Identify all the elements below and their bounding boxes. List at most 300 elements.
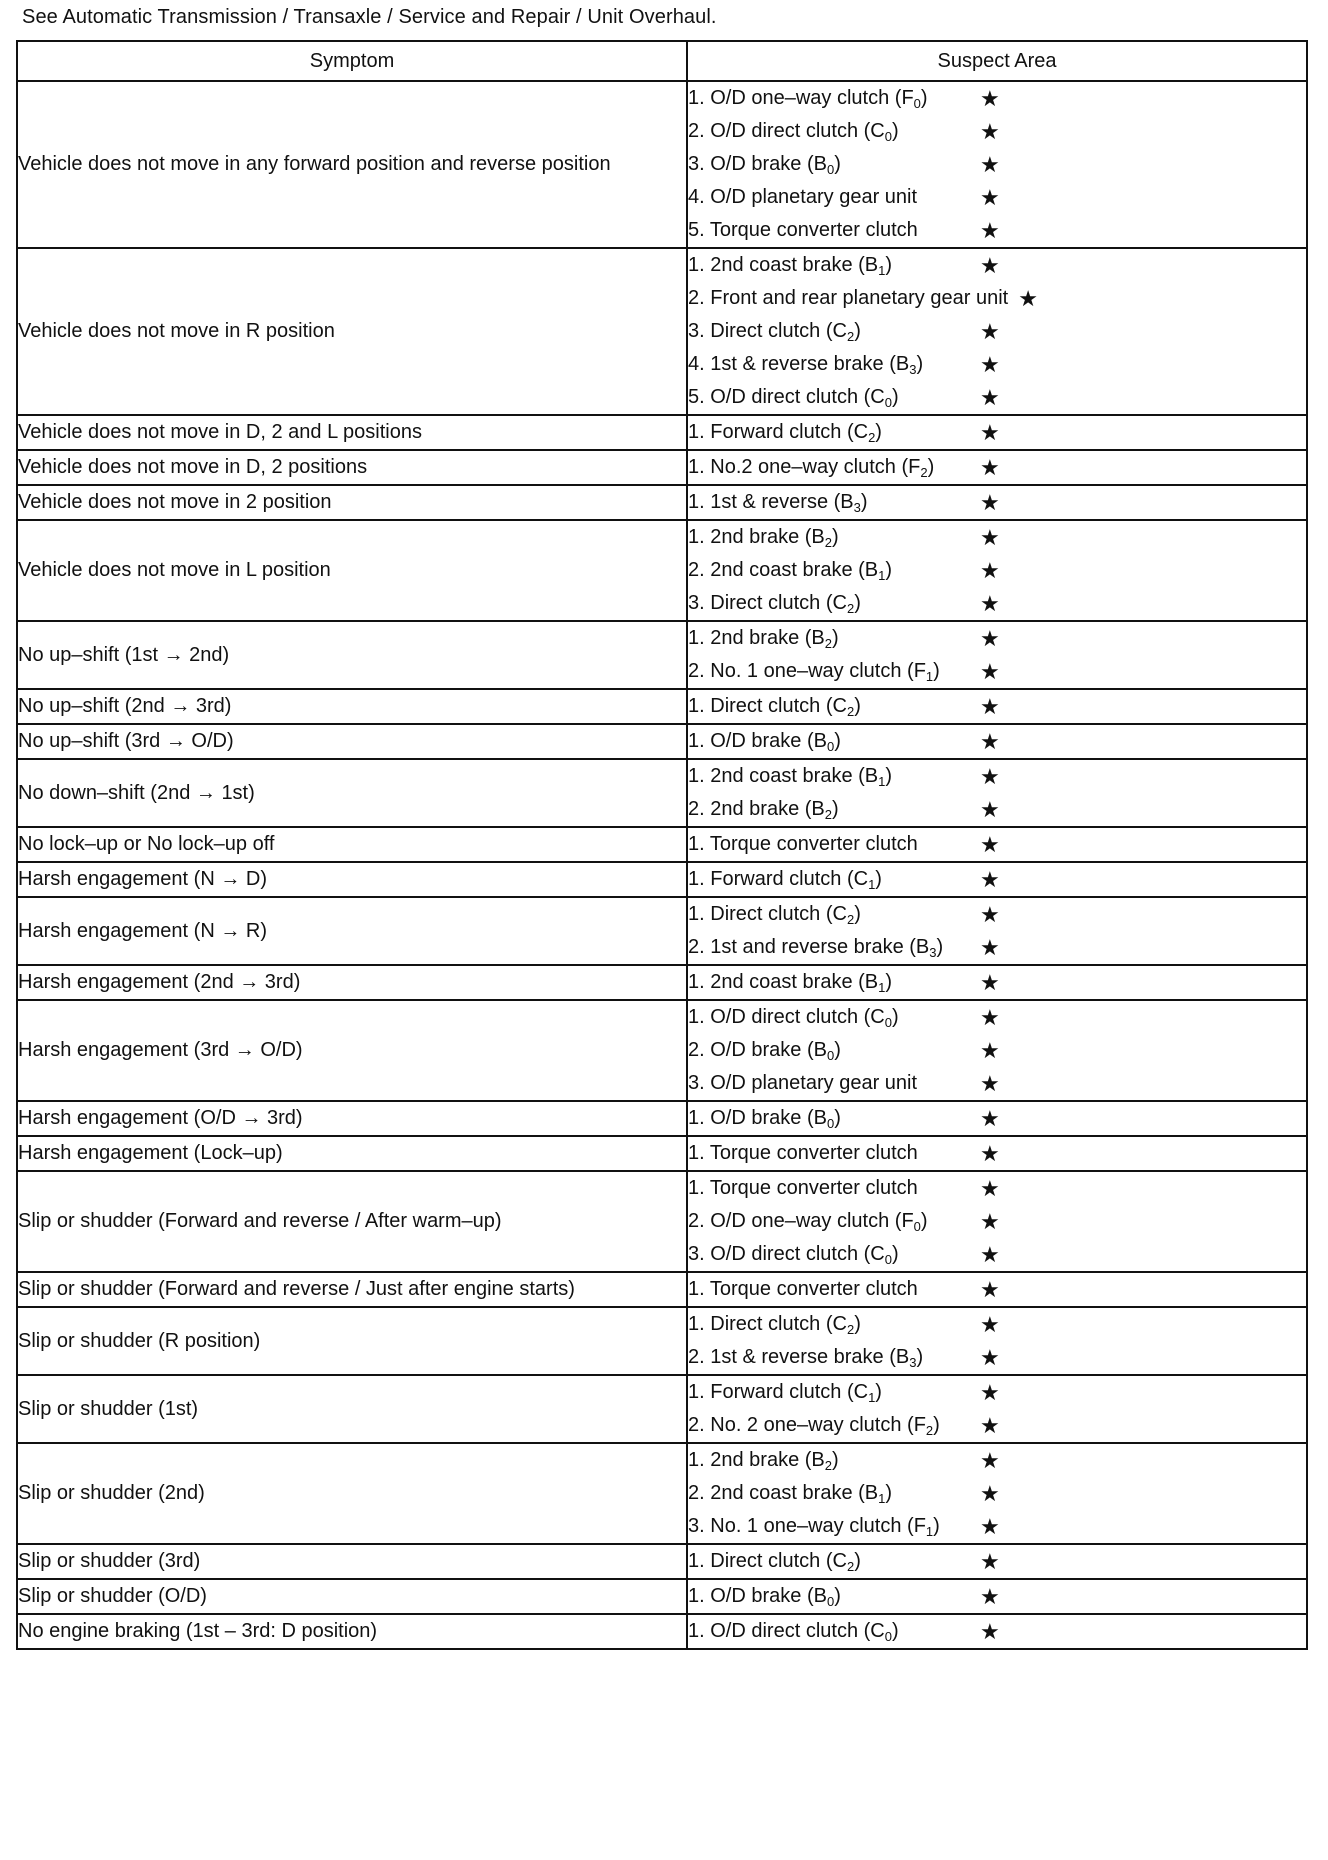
suspect-label xyxy=(688,386,976,409)
suspect-label xyxy=(688,1620,976,1643)
suspect-label xyxy=(688,1550,976,1573)
suspect-item xyxy=(688,1341,1306,1374)
suspect-area-cell xyxy=(687,1136,1307,1171)
close-paren: ) xyxy=(832,526,839,548)
symptom-cell: Vehicle does not move in any forward position and reverse position xyxy=(17,81,687,248)
suspect-item xyxy=(688,214,1306,247)
table-row xyxy=(17,1614,1307,1649)
suspect-item xyxy=(688,863,1306,896)
star-icon: ★ xyxy=(980,901,1000,927)
star-icon: ★ xyxy=(980,658,1000,684)
star-icon: ★ xyxy=(980,1208,1000,1234)
suspect-item xyxy=(688,1205,1306,1238)
suspect-area-cell xyxy=(687,248,1307,415)
star-icon: ★ xyxy=(980,625,1000,651)
star-icon: ★ xyxy=(980,252,1000,278)
suspect-number: 1. xyxy=(688,1585,705,1607)
star-icon: ★ xyxy=(980,1241,1000,1267)
suspect-item xyxy=(688,1444,1306,1477)
suspect-item xyxy=(688,1409,1306,1442)
suspect-number: 2. xyxy=(688,1039,705,1061)
suspect-item xyxy=(688,1034,1306,1067)
table-row xyxy=(17,1272,1307,1307)
table-row xyxy=(17,1000,1307,1101)
close-paren: ) xyxy=(891,1620,899,1642)
suspect-text: O/D direct clutch (C xyxy=(710,386,885,408)
suspect-text: Torque converter clutch xyxy=(709,219,918,241)
subscript: 1 xyxy=(868,877,876,892)
suspect-label xyxy=(688,559,976,582)
suspect-area-cell xyxy=(687,1272,1307,1307)
subscript: 0 xyxy=(884,1015,892,1030)
suspect-item xyxy=(688,793,1306,826)
suspect-item xyxy=(688,760,1306,793)
suspect-number: 2. xyxy=(688,287,705,309)
suspect-text: 1st and reverse brake (B xyxy=(710,936,930,958)
symptom-cell: Slip or shudder (Forward and reverse / Just after engine starts) xyxy=(17,1272,687,1307)
suspect-text: Forward clutch (C xyxy=(710,868,869,890)
suspect-number: 1. xyxy=(688,765,705,787)
suspect-item xyxy=(688,148,1306,181)
suspect-text: 2nd brake (B xyxy=(710,627,825,649)
subscript: 1 xyxy=(868,1390,876,1405)
subscript: 2 xyxy=(868,430,876,445)
suspect-label xyxy=(688,868,976,891)
suspect-text: 2nd coast brake (B xyxy=(710,971,879,993)
table-row xyxy=(17,248,1307,415)
suspect-text: O/D one–way clutch (F xyxy=(710,1210,914,1232)
suspect-label xyxy=(688,1585,976,1608)
suspect-area-cell xyxy=(687,1000,1307,1101)
suspect-number: 1. xyxy=(688,1278,705,1300)
suspect-area-cell xyxy=(687,520,1307,621)
suspect-item xyxy=(688,1615,1306,1648)
suspect-label xyxy=(688,1381,976,1404)
suspect-label xyxy=(688,903,976,926)
subscript: 3 xyxy=(909,1355,917,1370)
suspect-number: 2. xyxy=(688,120,705,142)
close-paren: ) xyxy=(832,798,839,820)
close-paren: ) xyxy=(854,320,861,342)
suspect-text: 2nd brake (B xyxy=(710,798,825,820)
suspect-text: 2nd coast brake (B xyxy=(710,254,879,276)
suspect-number: 2. xyxy=(688,1346,705,1368)
suspect-text: Torque converter clutch xyxy=(709,1177,918,1199)
suspect-label xyxy=(688,526,976,549)
star-icon: ★ xyxy=(980,1276,1000,1302)
table-row xyxy=(17,520,1307,621)
suspect-item xyxy=(688,828,1306,861)
subscript: 2 xyxy=(846,601,855,616)
close-paren: ) xyxy=(885,559,893,581)
star-icon: ★ xyxy=(980,1480,1000,1506)
close-paren: ) xyxy=(854,1313,861,1335)
suspect-label xyxy=(688,186,976,209)
symptom-cell: Vehicle does not move in 2 position xyxy=(17,485,687,520)
table-row xyxy=(17,1171,1307,1272)
suspect-area-cell xyxy=(687,415,1307,450)
suspect-label xyxy=(688,1243,976,1266)
close-paren: ) xyxy=(834,730,841,752)
symptom-header: Symptom xyxy=(17,41,687,81)
suspect-label xyxy=(688,287,1008,310)
suspect-label xyxy=(688,320,976,343)
star-icon: ★ xyxy=(980,1344,1000,1370)
star-icon: ★ xyxy=(980,1618,1000,1644)
suspect-item xyxy=(688,1238,1306,1271)
close-paren: ) xyxy=(920,1210,928,1232)
star-icon: ★ xyxy=(980,454,1000,480)
suspect-item xyxy=(688,249,1306,282)
symptom-cell: Slip or shudder (3rd) xyxy=(17,1544,687,1579)
suspect-number: 3. xyxy=(688,592,705,614)
suspect-item xyxy=(688,1510,1306,1543)
suspect-area-cell xyxy=(687,81,1307,248)
subscript: 0 xyxy=(826,162,835,177)
close-paren: ) xyxy=(832,1449,839,1471)
close-paren: ) xyxy=(854,695,861,717)
subscript: 2 xyxy=(846,704,855,719)
close-paren: ) xyxy=(885,971,893,993)
star-icon: ★ xyxy=(980,934,1000,960)
star-icon: ★ xyxy=(980,184,1000,210)
suspect-area-cell xyxy=(687,724,1307,759)
suspect-item xyxy=(688,1580,1306,1613)
close-paren: ) xyxy=(920,87,928,109)
close-paren: ) xyxy=(854,903,861,925)
suspect-label xyxy=(688,1072,976,1095)
suspect-item xyxy=(688,315,1306,348)
subscript: 3 xyxy=(853,500,861,515)
subscript: 1 xyxy=(878,774,886,789)
star-icon: ★ xyxy=(980,384,1000,410)
table-row xyxy=(17,415,1307,450)
table-body xyxy=(17,81,1307,1649)
subscript: 0 xyxy=(884,395,892,410)
suspect-number: 1. xyxy=(688,1620,705,1642)
table-row xyxy=(17,897,1307,965)
symptom-cell: Slip or shudder (O/D) xyxy=(17,1579,687,1614)
subscript: 1 xyxy=(925,669,934,684)
suspect-number: 2. xyxy=(688,798,705,820)
suspect-text: 2nd coast brake (B xyxy=(710,559,879,581)
symptom-cell: Slip or shudder (R position) xyxy=(17,1307,687,1375)
close-paren: ) xyxy=(933,1414,940,1436)
star-icon: ★ xyxy=(980,693,1000,719)
subscript: 2 xyxy=(846,912,855,927)
suspect-text: 2nd coast brake (B xyxy=(710,1482,879,1504)
subscript: 2 xyxy=(824,636,832,651)
suspect-label xyxy=(688,765,976,788)
star-icon: ★ xyxy=(980,1412,1000,1438)
suspect-number: 1. xyxy=(688,1177,705,1199)
star-icon: ★ xyxy=(980,1140,1000,1166)
close-paren: ) xyxy=(860,491,868,513)
caption: See Automatic Transmission / Transaxle / Service and Repair / Unit Overhaul. xyxy=(22,6,717,28)
suspect-number: 1. xyxy=(688,627,705,649)
subscript: 2 xyxy=(824,535,832,550)
close-paren: ) xyxy=(933,1515,940,1537)
suspect-item xyxy=(688,1067,1306,1100)
suspect-number: 4. xyxy=(688,186,705,208)
suspect-label xyxy=(688,219,976,242)
suspect-label xyxy=(688,1346,976,1369)
suspect-label xyxy=(688,1210,976,1233)
star-icon: ★ xyxy=(980,118,1000,144)
suspect-number: 1. xyxy=(688,421,705,443)
subscript: 2 xyxy=(925,1423,934,1438)
suspect-text: No. 1 one–way clutch (F xyxy=(710,1515,926,1537)
suspect-text: O/D direct clutch (C xyxy=(710,1243,885,1265)
symptom-cell: Harsh engagement (N → R) xyxy=(17,897,687,965)
suspect-text: No. 2 one–way clutch (F xyxy=(710,1414,926,1436)
table-row xyxy=(17,1101,1307,1136)
suspect-text: O/D brake (B xyxy=(710,1107,827,1129)
symptom-cell: No up–shift (2nd → 3rd) xyxy=(17,689,687,724)
symptom-cell: Vehicle does not move in R position xyxy=(17,248,687,415)
star-icon: ★ xyxy=(980,85,1000,111)
suspect-area-cell xyxy=(687,827,1307,862)
symptom-cell: No up–shift (3rd → O/D) xyxy=(17,724,687,759)
close-paren: ) xyxy=(875,421,882,443)
symptom-cell: Vehicle does not move in L position xyxy=(17,520,687,621)
suspect-number: 5. xyxy=(688,219,705,241)
suspect-number: 2. xyxy=(688,660,705,682)
suspect-item xyxy=(688,966,1306,999)
star-icon: ★ xyxy=(980,318,1000,344)
suspect-label xyxy=(688,491,976,514)
table-row xyxy=(17,1544,1307,1579)
suspect-area-cell xyxy=(687,485,1307,520)
suspect-text: Front and rear planetary gear unit xyxy=(710,287,1009,309)
suspect-item xyxy=(688,181,1306,214)
star-icon: ★ xyxy=(980,866,1000,892)
suspect-text: 2nd brake (B xyxy=(710,1449,825,1471)
close-paren: ) xyxy=(891,120,899,142)
star-icon: ★ xyxy=(980,1311,1000,1337)
suspect-label xyxy=(688,353,976,376)
subscript: 0 xyxy=(913,96,921,111)
star-icon: ★ xyxy=(980,489,1000,515)
suspect-item xyxy=(688,898,1306,931)
suspect-item xyxy=(688,1172,1306,1205)
suspect-item xyxy=(688,1273,1306,1306)
suspect-label xyxy=(688,1278,976,1301)
suspect-text: O/D one–way clutch (F xyxy=(710,87,914,109)
suspect-number: 1. xyxy=(688,491,705,513)
suspect-number: 1. xyxy=(688,254,705,276)
close-paren: ) xyxy=(891,1243,899,1265)
close-paren: ) xyxy=(832,627,839,649)
suspect-area-cell xyxy=(687,1171,1307,1272)
suspect-text: O/D direct clutch (C xyxy=(710,1620,885,1642)
suspect-text: O/D brake (B xyxy=(710,1039,827,1061)
suspect-text: Direct clutch (C xyxy=(710,695,847,717)
suspect-item xyxy=(688,1001,1306,1034)
star-icon: ★ xyxy=(980,1379,1000,1405)
suspect-number: 1. xyxy=(688,1006,705,1028)
close-paren: ) xyxy=(834,1039,841,1061)
suspect-number: 4. xyxy=(688,353,705,375)
close-paren: ) xyxy=(854,1550,861,1572)
suspect-label xyxy=(688,1107,976,1130)
subscript: 2 xyxy=(824,807,832,822)
suspect-label xyxy=(688,1142,976,1165)
suspect-number: 2. xyxy=(688,1210,705,1232)
symptom-cell: No engine braking (1st – 3rd: D position) xyxy=(17,1614,687,1649)
star-icon: ★ xyxy=(980,1447,1000,1473)
symptom-cell: Vehicle does not move in D, 2 positions xyxy=(17,450,687,485)
suspect-item xyxy=(688,554,1306,587)
suspect-area-cell xyxy=(687,862,1307,897)
suspect-text: Direct clutch (C xyxy=(710,903,847,925)
suspect-label xyxy=(688,87,976,110)
suspect-item xyxy=(688,521,1306,554)
star-icon: ★ xyxy=(980,557,1000,583)
suspect-area-cell xyxy=(687,1375,1307,1443)
suspect-item xyxy=(688,1477,1306,1510)
suspect-label xyxy=(688,936,976,959)
suspect-number: 5. xyxy=(688,386,705,408)
suspect-item xyxy=(688,1137,1306,1170)
suspect-area-cell xyxy=(687,1579,1307,1614)
subscript: 0 xyxy=(826,739,835,754)
table-row xyxy=(17,621,1307,689)
suspect-label xyxy=(688,254,976,277)
suspect-label xyxy=(688,695,976,718)
suspect-label xyxy=(688,1414,976,1437)
subscript: 1 xyxy=(878,263,886,278)
table-row xyxy=(17,450,1307,485)
suspect-area-cell xyxy=(687,689,1307,724)
subscript: 0 xyxy=(826,1116,835,1131)
suspect-item xyxy=(688,381,1306,414)
suspect-label xyxy=(688,1039,976,1062)
suspect-label xyxy=(688,798,976,821)
suspect-text: O/D planetary gear unit xyxy=(710,186,918,208)
suspect-text: Torque converter clutch xyxy=(709,1142,918,1164)
close-paren: ) xyxy=(885,765,893,787)
star-icon: ★ xyxy=(980,151,1000,177)
star-icon: ★ xyxy=(980,1004,1000,1030)
close-paren: ) xyxy=(875,1381,882,1403)
symptom-cell: Harsh engagement (Lock–up) xyxy=(17,1136,687,1171)
subscript: 0 xyxy=(884,129,892,144)
star-icon: ★ xyxy=(980,763,1000,789)
star-icon: ★ xyxy=(980,1175,1000,1201)
suspect-item xyxy=(688,725,1306,758)
suspect-text: Torque converter clutch xyxy=(709,833,918,855)
suspect-label xyxy=(688,421,976,444)
suspect-text: Direct clutch (C xyxy=(710,1550,847,1572)
suspect-text: O/D direct clutch (C xyxy=(710,1006,885,1028)
star-icon: ★ xyxy=(980,831,1000,857)
star-icon: ★ xyxy=(980,1105,1000,1131)
symptom-cell: No down–shift (2nd → 1st) xyxy=(17,759,687,827)
close-paren: ) xyxy=(916,1346,924,1368)
suspect-text: 2nd brake (B xyxy=(710,526,825,548)
subscript: 1 xyxy=(878,980,886,995)
star-icon: ★ xyxy=(980,217,1000,243)
suspect-label xyxy=(688,1313,976,1336)
close-paren: ) xyxy=(854,592,861,614)
subscript: 0 xyxy=(826,1594,835,1609)
suspect-text: Forward clutch (C xyxy=(710,1381,869,1403)
star-icon: ★ xyxy=(980,796,1000,822)
suspect-label xyxy=(688,120,976,143)
suspect-area-cell xyxy=(687,1307,1307,1375)
close-paren: ) xyxy=(927,456,935,478)
close-paren: ) xyxy=(834,153,841,175)
star-icon: ★ xyxy=(980,1070,1000,1096)
suspect-text: Torque converter clutch xyxy=(709,1278,918,1300)
suspect-area-cell xyxy=(687,759,1307,827)
subscript: 3 xyxy=(909,362,917,377)
subscript: 2 xyxy=(846,329,855,344)
suspect-number: 1. xyxy=(688,1313,705,1335)
suspect-number: 1. xyxy=(688,1107,705,1129)
suspect-number: 1. xyxy=(688,1449,705,1471)
star-icon: ★ xyxy=(980,1037,1000,1063)
close-paren: ) xyxy=(885,254,893,276)
table-row xyxy=(17,81,1307,248)
close-paren: ) xyxy=(834,1585,841,1607)
suspect-text: No.2 one–way clutch (F xyxy=(710,456,921,478)
subscript: 1 xyxy=(878,568,886,583)
suspect-number: 1. xyxy=(688,456,705,478)
suspect-label xyxy=(688,1515,976,1538)
close-paren: ) xyxy=(891,1006,899,1028)
suspect-item xyxy=(688,1308,1306,1341)
suspect-text: O/D planetary gear unit xyxy=(710,1072,918,1094)
diagnosis-table xyxy=(16,40,1308,1650)
header-row xyxy=(17,41,1307,81)
subscript: 3 xyxy=(929,945,937,960)
suspect-label xyxy=(688,660,976,683)
suspect-text: Forward clutch (C xyxy=(710,421,869,443)
suspect-number: 3. xyxy=(688,320,705,342)
table-row xyxy=(17,1375,1307,1443)
close-paren: ) xyxy=(933,660,940,682)
suspect-item xyxy=(688,655,1306,688)
subscript: 2 xyxy=(824,1458,832,1473)
table-row xyxy=(17,1443,1307,1544)
suspect-label xyxy=(688,627,976,650)
suspect-number: 2. xyxy=(688,936,705,958)
suspect-item xyxy=(688,587,1306,620)
subscript: 0 xyxy=(826,1048,835,1063)
suspect-item xyxy=(688,1545,1306,1578)
suspect-number: 3. xyxy=(688,1243,705,1265)
symptom-cell: Vehicle does not move in D, 2 and L positions xyxy=(17,415,687,450)
suspect-item xyxy=(688,282,1306,315)
suspect-label xyxy=(688,730,976,753)
suspect-number: 1. xyxy=(688,971,705,993)
suspect-text: O/D direct clutch (C xyxy=(710,120,885,142)
suspect-number: 1. xyxy=(688,1381,705,1403)
suspect-number: 3. xyxy=(688,1515,705,1537)
star-icon: ★ xyxy=(980,1583,1000,1609)
suspect-item xyxy=(688,115,1306,148)
suspect-number: 1. xyxy=(688,903,705,925)
table-row xyxy=(17,485,1307,520)
suspect-item xyxy=(688,416,1306,449)
subscript: 2 xyxy=(846,1559,855,1574)
symptom-cell: Slip or shudder (1st) xyxy=(17,1375,687,1443)
suspect-text: O/D brake (B xyxy=(710,730,827,752)
suspect-area-cell xyxy=(687,450,1307,485)
table-row xyxy=(17,827,1307,862)
